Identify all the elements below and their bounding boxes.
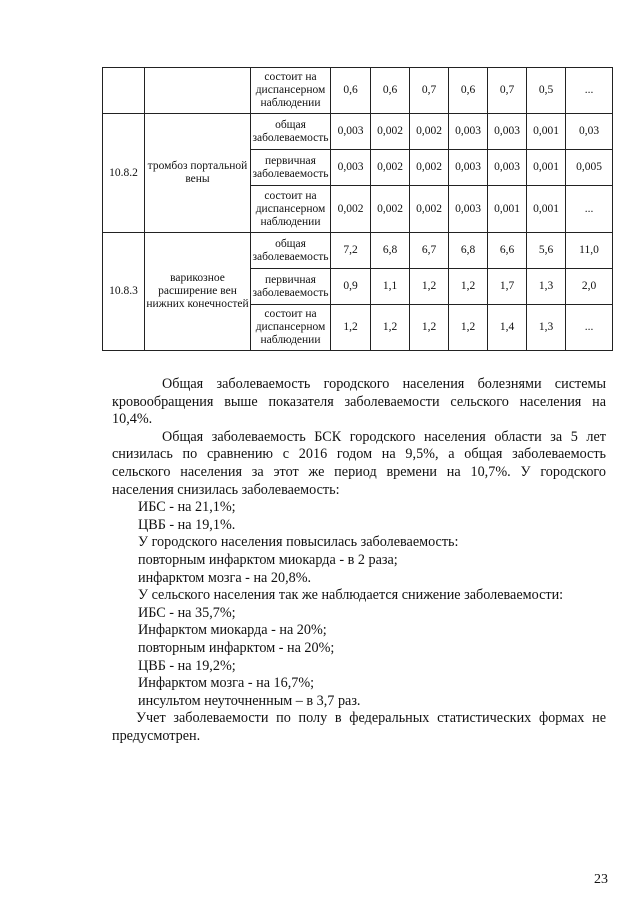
value-cell: 0,002 — [331, 186, 371, 233]
page-number: 23 — [594, 872, 608, 887]
metric-cell: общая заболеваемость — [251, 114, 331, 150]
value-cell: 0,003 — [331, 150, 371, 186]
morbidity-table — [102, 67, 613, 351]
list-item: повторным инфарктом - на 20%; — [138, 639, 335, 656]
list-item: ЦВБ - на 19,1%. — [138, 516, 236, 533]
list-item: ИБС - на 35,7%; — [138, 604, 236, 621]
disease-cell: варикозное расширение вен нижних конечностей — [145, 233, 251, 351]
value-cell: ... — [566, 186, 613, 233]
value-cell: 0,001 — [488, 186, 527, 233]
value-cell: 1,2 — [449, 269, 488, 305]
paragraph: Учет заболеваемости по полу в федеральных статистических формах не предусмотрен. — [112, 710, 606, 744]
table-row — [103, 233, 613, 269]
metric-cell: состоит на диспансерном наблюдении — [251, 186, 331, 233]
value-cell: 6,6 — [488, 233, 527, 269]
value-cell: 0,003 — [331, 114, 371, 150]
value-cell: 1,3 — [527, 305, 566, 351]
value-cell: 0,003 — [449, 186, 488, 233]
value-cell: 1,2 — [331, 305, 371, 351]
value-cell: 2,0 — [566, 269, 613, 305]
value-cell: 0,003 — [449, 114, 488, 150]
value-cell: 0,003 — [449, 150, 488, 186]
list-item: Инфарктом миокарда - на 20%; — [138, 622, 327, 639]
value-cell: 0,6 — [449, 68, 488, 114]
metric-cell: первичная заболеваемость — [251, 269, 331, 305]
paragraph: Общая заболеваемость городского населения болезнями системы кровообращения выше показателя заболеваемости сельского населения на 10,4%. — [112, 376, 606, 428]
value-cell: 1,7 — [488, 269, 527, 305]
value-cell: 0,002 — [410, 186, 449, 233]
list-item: повторным инфарктом миокарда - в 2 раза; — [138, 551, 398, 568]
row-code-cell — [103, 68, 145, 114]
value-cell: 7,2 — [331, 233, 371, 269]
table-row — [103, 114, 613, 150]
value-cell: 6,7 — [410, 233, 449, 269]
list-item: ЦВБ - на 19,2%; — [138, 657, 236, 674]
value-cell: 0,002 — [371, 186, 410, 233]
metric-cell: первичная заболеваемость — [251, 150, 331, 186]
value-cell: 6,8 — [449, 233, 488, 269]
value-cell: ... — [566, 68, 613, 114]
list-item: инфарктом мозга - на 20,8%. — [138, 569, 312, 586]
value-cell: 11,0 — [566, 233, 613, 269]
value-cell: 6,8 — [371, 233, 410, 269]
table-row — [103, 68, 613, 114]
value-cell: 1,2 — [449, 305, 488, 351]
body-text — [112, 376, 606, 745]
paragraph: У сельского населения так же наблюдается снижение заболеваемости: — [138, 587, 564, 604]
value-cell: 0,002 — [410, 114, 449, 150]
row-code-cell: 10.8.3 — [103, 233, 145, 351]
metric-cell: состоит на диспансерном наблюдении — [251, 68, 331, 114]
value-cell: 0,003 — [488, 114, 527, 150]
value-cell: 1,4 — [488, 305, 527, 351]
value-cell: 0,002 — [410, 150, 449, 186]
value-cell: 0,002 — [371, 150, 410, 186]
value-cell: 0,003 — [488, 150, 527, 186]
value-cell: 0,9 — [331, 269, 371, 305]
value-cell: 0,001 — [527, 186, 566, 233]
value-cell: 0,5 — [527, 68, 566, 114]
value-cell: 1,2 — [371, 305, 410, 351]
value-cell: 1,1 — [371, 269, 410, 305]
paragraph: Общая заболеваемость БСК городского населения области за 5 лет снизилась по сравнению с 2016 годом на 9,5%, а общая заболеваемость сельского населения за этот же период времени на 10,7%. У городского населения снизилась заболеваемость: — [112, 428, 606, 498]
value-cell: 0,002 — [371, 114, 410, 150]
value-cell: ... — [566, 305, 613, 351]
value-cell: 0,001 — [527, 150, 566, 186]
value-cell: 1,2 — [410, 305, 449, 351]
list-item: инсультом неуточненным – в 3,7 раз. — [138, 692, 361, 709]
value-cell: 5,6 — [527, 233, 566, 269]
value-cell: 0,6 — [331, 68, 371, 114]
value-cell: 0,7 — [488, 68, 527, 114]
value-cell: 1,3 — [527, 269, 566, 305]
list-item: ИБС - на 21,1%; — [138, 499, 236, 516]
value-cell: 1,2 — [410, 269, 449, 305]
disease-cell: тромбоз портальной вены — [145, 114, 251, 233]
value-cell: 0,7 — [410, 68, 449, 114]
row-code-cell: 10.8.2 — [103, 114, 145, 233]
value-cell: 0,005 — [566, 150, 613, 186]
value-cell: 0,001 — [527, 114, 566, 150]
list-item: Инфарктом мозга - на 16,7%; — [138, 675, 315, 692]
disease-cell — [145, 68, 251, 114]
metric-cell: состоит на диспансерном наблюдении — [251, 305, 331, 351]
value-cell: 0,6 — [371, 68, 410, 114]
paragraph: У городского населения повысилась заболеваемость: — [138, 534, 459, 551]
metric-cell: общая заболеваемость — [251, 233, 331, 269]
value-cell: 0,03 — [566, 114, 613, 150]
